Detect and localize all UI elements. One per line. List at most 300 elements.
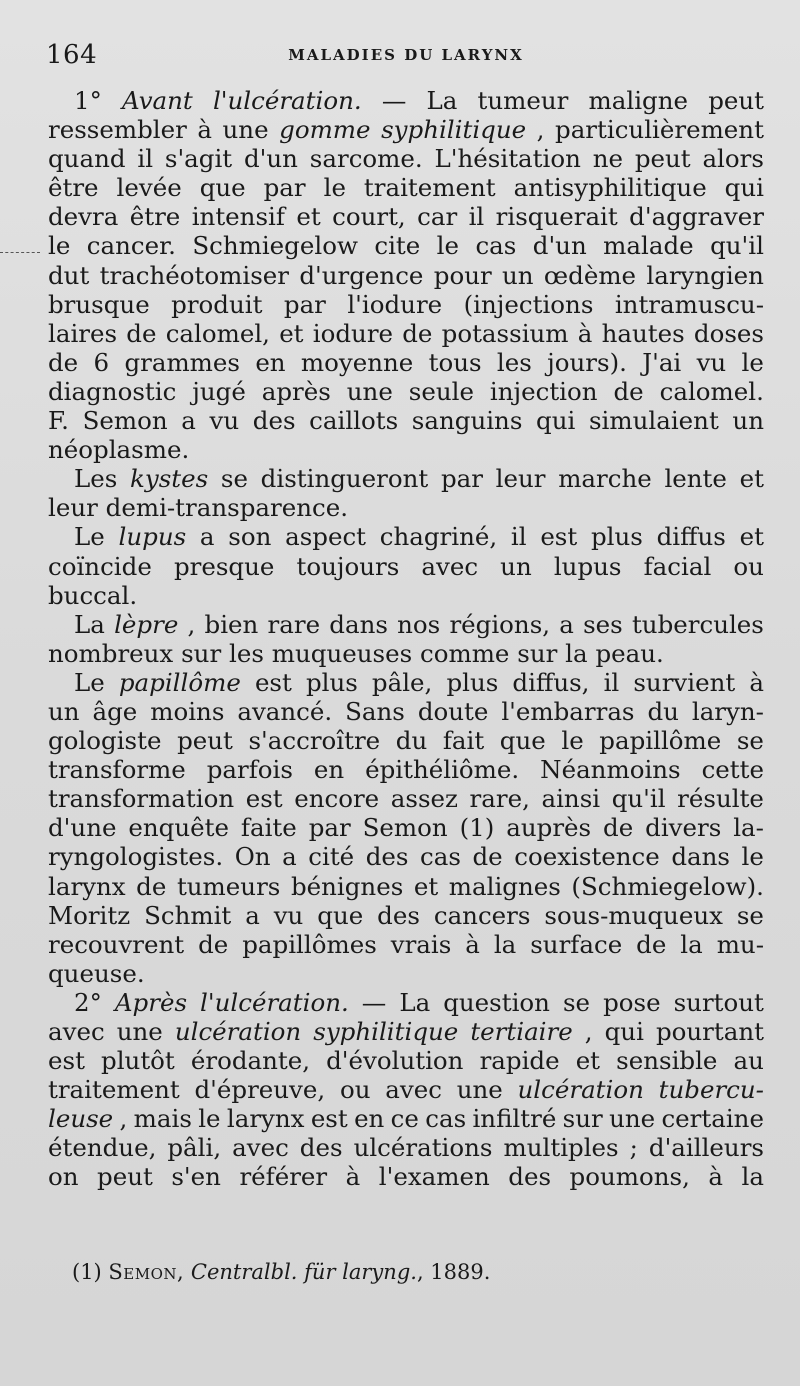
word: un xyxy=(48,696,80,726)
word: l'iodure xyxy=(347,289,443,319)
word: l'embarras xyxy=(501,696,635,726)
word: , xyxy=(119,1104,128,1134)
word: que xyxy=(199,173,246,203)
word: larynx xyxy=(48,871,126,901)
word: La xyxy=(399,987,431,1017)
word: qu'il xyxy=(710,231,764,261)
word: la xyxy=(680,929,703,959)
text-line xyxy=(48,959,764,988)
word: et xyxy=(739,464,764,494)
word: court, xyxy=(332,202,406,232)
word: bénignes xyxy=(290,871,404,901)
word: nombreux xyxy=(48,638,174,668)
word: 1° xyxy=(74,86,102,115)
word: J'ai xyxy=(642,347,682,377)
word: avec xyxy=(48,1017,105,1046)
word: pose xyxy=(603,987,661,1017)
word: de xyxy=(48,347,79,377)
word: mais xyxy=(133,1104,192,1134)
word: et xyxy=(413,871,439,901)
word: surtout xyxy=(673,987,764,1017)
word: vu xyxy=(209,406,240,436)
word: intramuscu- xyxy=(614,289,764,319)
footnote-year: , 1889. xyxy=(416,1260,491,1284)
text-line xyxy=(48,1104,764,1133)
word: que xyxy=(317,900,364,930)
word: rare, xyxy=(469,784,530,814)
word: se xyxy=(736,900,764,930)
word: rare xyxy=(267,609,321,639)
word: le xyxy=(436,231,460,261)
word: il xyxy=(510,522,527,552)
word: régions, xyxy=(449,609,551,639)
word: sur xyxy=(181,638,222,668)
word: Les xyxy=(74,464,118,494)
text-line xyxy=(48,610,764,639)
italic-word: syphilitique xyxy=(313,1017,459,1046)
word: pâli, xyxy=(167,1133,222,1163)
text-line xyxy=(48,522,764,551)
footnote-journal: Centralbl. für laryng. xyxy=(190,1260,417,1284)
word: des xyxy=(365,842,409,872)
word: par xyxy=(283,289,326,319)
word: maligne xyxy=(588,86,689,115)
text-line xyxy=(48,115,764,144)
word: car xyxy=(417,202,458,232)
running-head: MALADIES DU LARYNX xyxy=(288,46,524,64)
word: plutôt xyxy=(101,1046,175,1076)
word: ulcérations xyxy=(353,1133,493,1163)
word: potassium xyxy=(441,318,569,348)
word: un xyxy=(502,260,534,290)
word: Sans xyxy=(345,696,405,726)
word: La xyxy=(74,609,105,639)
word: assez xyxy=(390,784,458,814)
word: a xyxy=(181,406,196,436)
word: d'évolution xyxy=(326,1046,464,1076)
word: néoplasme. xyxy=(48,435,190,465)
word: de xyxy=(402,318,433,348)
text-line xyxy=(48,784,764,813)
word: peut xyxy=(708,86,764,115)
text-line xyxy=(48,668,764,697)
word: leur xyxy=(495,464,546,494)
word: d'épreuve, xyxy=(194,1075,326,1105)
word: dans xyxy=(329,609,388,639)
word: injection xyxy=(489,376,598,406)
italic-word: tertiaire xyxy=(470,1017,573,1046)
word: fait xyxy=(442,726,485,756)
word: levée xyxy=(116,173,182,203)
word: enquête xyxy=(128,813,229,843)
word: 2° xyxy=(74,987,102,1017)
word: hautes xyxy=(601,318,685,348)
word: des xyxy=(252,406,296,436)
italic-word: l'ulcération. xyxy=(200,987,349,1017)
word: le xyxy=(48,231,71,261)
word: jours). xyxy=(547,347,627,377)
word: trachéotomiser xyxy=(99,260,290,290)
text-line xyxy=(48,639,764,668)
word: particulièrement xyxy=(555,115,764,145)
word: , xyxy=(187,609,196,639)
word: se xyxy=(220,464,248,494)
word: qui xyxy=(724,173,764,203)
word: une xyxy=(222,115,269,145)
text-line xyxy=(48,988,764,1017)
word: doses xyxy=(693,318,764,348)
word: que xyxy=(499,726,546,756)
word: — xyxy=(381,86,407,115)
word: les xyxy=(496,347,532,377)
text-line xyxy=(48,581,764,610)
word: iodure xyxy=(312,318,394,348)
word: par xyxy=(440,464,483,494)
text-line xyxy=(48,493,764,522)
body-text xyxy=(48,86,764,1192)
word: dut xyxy=(48,260,90,290)
italic-word: tubercu- xyxy=(658,1075,764,1105)
text-line xyxy=(48,1162,764,1191)
word: et xyxy=(575,1046,601,1076)
italic-word: leuse xyxy=(48,1104,114,1134)
word: le xyxy=(323,173,346,203)
word: risquerait xyxy=(495,202,618,232)
word: infiltré xyxy=(472,1104,557,1134)
word: en xyxy=(354,1104,385,1134)
text-line xyxy=(48,202,764,231)
word: a xyxy=(199,522,215,552)
word: (1) xyxy=(459,813,495,843)
word: On xyxy=(234,842,271,872)
word: , xyxy=(536,115,545,145)
text-line xyxy=(48,86,764,115)
word: des xyxy=(508,1162,552,1192)
word: épithéliôme. xyxy=(365,755,520,785)
word: coexistence xyxy=(514,842,660,872)
word: cette xyxy=(701,755,764,785)
word: résulte xyxy=(677,784,764,814)
word: caillots xyxy=(309,406,399,436)
word: tous xyxy=(428,347,482,377)
text-line xyxy=(48,930,764,959)
text-line xyxy=(48,755,764,784)
text-line xyxy=(48,872,764,901)
word: doute xyxy=(417,696,489,726)
word: cité xyxy=(308,842,355,872)
word: la xyxy=(741,1162,764,1192)
word: nos xyxy=(397,609,441,639)
word: surface xyxy=(530,929,623,959)
word: rapide xyxy=(479,1046,560,1076)
word: tumeur xyxy=(477,86,569,115)
word: vu xyxy=(273,900,304,930)
word: laryngien xyxy=(646,260,764,290)
word: , xyxy=(584,1017,593,1046)
word: Semon xyxy=(362,813,448,843)
word: quand xyxy=(48,144,126,174)
word: le xyxy=(198,1104,221,1134)
word: être xyxy=(48,173,99,203)
word: la- xyxy=(733,813,764,843)
text-line xyxy=(48,1075,764,1104)
word: de xyxy=(126,318,157,348)
text-line xyxy=(48,697,764,726)
word: ; xyxy=(629,1133,638,1163)
word: — xyxy=(361,987,387,1017)
word: d'urgence xyxy=(299,260,424,290)
word: qu'il xyxy=(611,784,666,814)
word: chagriné, xyxy=(379,522,498,552)
word: des xyxy=(299,1133,343,1163)
word: est xyxy=(310,1104,348,1134)
italic-word: kystes xyxy=(130,464,209,494)
word: poumons, xyxy=(569,1162,690,1192)
word: vu xyxy=(696,347,727,377)
word: âge xyxy=(92,696,138,726)
word: s'agit xyxy=(164,144,233,174)
word: L'hésitation xyxy=(434,144,581,174)
italic-word: lèpre xyxy=(114,609,179,639)
word: cas xyxy=(475,231,517,261)
word: malignes xyxy=(448,871,561,901)
word: est xyxy=(540,522,578,552)
word: une xyxy=(609,1104,656,1134)
word: avec xyxy=(232,1133,289,1163)
word: Schmit xyxy=(144,900,232,930)
italic-word: syphilitique xyxy=(381,115,527,145)
word: le xyxy=(741,842,764,872)
italic-word: l'ulcération. xyxy=(212,86,362,115)
word: jugé xyxy=(192,376,246,406)
word: F. xyxy=(48,406,69,436)
word: de xyxy=(472,842,503,872)
word: après xyxy=(261,376,331,406)
word: La xyxy=(426,86,458,115)
word: le xyxy=(741,347,764,377)
word: plus xyxy=(305,667,358,697)
word: certaine xyxy=(661,1104,764,1134)
word: d'une xyxy=(48,813,117,843)
word: bien xyxy=(204,609,259,639)
word: encore xyxy=(294,784,380,814)
word: devra xyxy=(48,202,119,232)
text-line xyxy=(48,231,764,260)
word: s'accroître xyxy=(248,726,381,756)
word: gologiste xyxy=(48,726,162,756)
text-line xyxy=(48,173,764,202)
word: au xyxy=(733,1046,764,1076)
word: qui xyxy=(536,406,576,436)
word: a xyxy=(282,842,297,872)
word: référer xyxy=(239,1162,328,1192)
word: sarcome. xyxy=(309,144,423,174)
word: grammes xyxy=(124,347,240,377)
word: avancé. xyxy=(237,696,333,726)
word: de xyxy=(198,929,229,959)
word: muqueuses xyxy=(271,638,413,668)
word: brusque xyxy=(48,289,150,319)
word: être xyxy=(129,202,181,232)
italic-word: ulcération xyxy=(174,1017,302,1046)
text-line xyxy=(48,842,764,871)
text-line xyxy=(48,1046,764,1075)
word: Schmiegelow xyxy=(192,231,358,261)
word: toujours xyxy=(296,551,400,581)
page-number: 164 xyxy=(46,40,98,70)
word: le xyxy=(561,726,584,756)
word: Semon xyxy=(82,406,168,436)
footnote-author: Semon, xyxy=(108,1260,185,1284)
word: cas xyxy=(425,1104,467,1134)
italic-word: papillôme xyxy=(118,667,241,697)
word: s'en xyxy=(171,1162,221,1192)
word: il xyxy=(137,144,154,174)
word: étendue, xyxy=(48,1133,157,1163)
text-line xyxy=(48,319,764,348)
word: en xyxy=(313,755,345,785)
word: qui xyxy=(604,1017,644,1046)
text-line xyxy=(48,901,764,930)
word: d'ailleurs xyxy=(648,1133,764,1163)
word: on xyxy=(48,1162,79,1192)
word: d'un xyxy=(532,231,587,261)
word: sanguins xyxy=(411,406,523,436)
word: marche xyxy=(558,464,652,494)
word: papillômes xyxy=(242,929,377,959)
word: recouvrent xyxy=(48,929,185,959)
word: dans xyxy=(671,842,730,872)
word: comme xyxy=(419,638,510,668)
word: peut xyxy=(177,726,233,756)
word: (injections xyxy=(463,289,594,319)
text-line xyxy=(48,290,764,319)
word: et xyxy=(739,522,764,552)
word: de xyxy=(136,871,167,901)
word: tumeurs xyxy=(176,871,281,901)
word: cas xyxy=(420,842,461,872)
word: transformation xyxy=(48,784,235,814)
word: sur xyxy=(517,638,558,668)
word: l'examen xyxy=(378,1162,490,1192)
word: parfois xyxy=(206,755,293,785)
word: est xyxy=(245,784,283,814)
word: à xyxy=(197,115,212,145)
word: alors xyxy=(702,144,764,174)
word: du xyxy=(395,726,428,756)
word: peut xyxy=(634,144,691,174)
word: simulaient xyxy=(588,406,719,436)
word: laires xyxy=(48,318,118,348)
word: un xyxy=(500,551,532,581)
word: peut xyxy=(97,1162,153,1192)
word: faite xyxy=(240,813,297,843)
word: 6 xyxy=(93,347,110,377)
word: avec xyxy=(385,1075,442,1105)
italic-word: lupus xyxy=(118,522,187,552)
text-line xyxy=(48,726,764,755)
text-line xyxy=(48,1017,764,1046)
word: des xyxy=(377,900,420,930)
word: malade xyxy=(603,231,694,261)
text-line xyxy=(48,377,764,406)
word: calomel. xyxy=(659,376,764,406)
word: pourtant xyxy=(655,1017,764,1046)
word: a xyxy=(245,900,260,930)
footnote xyxy=(72,1260,490,1284)
word: produit xyxy=(171,289,263,319)
word: moyenne xyxy=(300,347,414,377)
text-line xyxy=(48,464,764,493)
word: traitement xyxy=(363,173,496,203)
word: d'aggraver xyxy=(629,202,764,232)
word: laryn- xyxy=(691,696,764,726)
word: tubercules xyxy=(631,609,764,639)
word: intensif xyxy=(191,202,285,232)
word: et xyxy=(296,202,321,232)
word: par xyxy=(308,813,351,843)
italic-word: ulcération xyxy=(517,1075,644,1105)
word: calomel, xyxy=(165,318,270,348)
word: facial xyxy=(643,551,712,581)
word: d'un xyxy=(243,144,298,174)
word: à xyxy=(465,929,480,959)
margin-mark xyxy=(0,252,40,253)
word: divers xyxy=(645,813,722,843)
text-line xyxy=(48,435,764,464)
footnote-marker: (1) xyxy=(72,1260,109,1284)
italic-word: Avant xyxy=(122,86,193,115)
word: (Schmiegelow). xyxy=(571,871,764,901)
word: sensible xyxy=(616,1046,718,1076)
word: cancer. xyxy=(86,231,176,261)
word: lupus xyxy=(553,551,622,581)
word: érodante, xyxy=(190,1046,311,1076)
word: par xyxy=(263,173,306,203)
word: à xyxy=(577,318,593,348)
word: ainsi xyxy=(541,784,601,814)
word: Le xyxy=(74,522,105,552)
word: antisyphilitique xyxy=(513,173,707,203)
word: multiples xyxy=(503,1133,619,1163)
page-header xyxy=(46,38,766,72)
word: une xyxy=(456,1075,503,1105)
word: seule xyxy=(408,376,474,406)
word: diffus xyxy=(656,522,726,552)
word: a xyxy=(559,609,574,639)
word: papillôme xyxy=(599,726,722,756)
word: distingueront xyxy=(260,464,429,494)
word: pâle, xyxy=(371,667,433,697)
word: larynx xyxy=(226,1104,305,1134)
word: cite xyxy=(374,231,421,261)
word: cancers xyxy=(433,900,531,930)
word: diagnostic xyxy=(48,376,177,406)
word: ou xyxy=(733,551,764,581)
word: il xyxy=(603,667,620,697)
word: et xyxy=(279,318,304,348)
word: buccal. xyxy=(48,580,138,610)
word: coïncide xyxy=(48,551,152,581)
word: ou xyxy=(339,1075,371,1105)
word: moins xyxy=(150,696,225,726)
word: est xyxy=(48,1046,85,1076)
text-line xyxy=(48,348,764,377)
word: leur xyxy=(48,493,98,523)
text-line xyxy=(48,144,764,173)
word: les xyxy=(229,638,264,668)
word: se xyxy=(736,726,764,756)
